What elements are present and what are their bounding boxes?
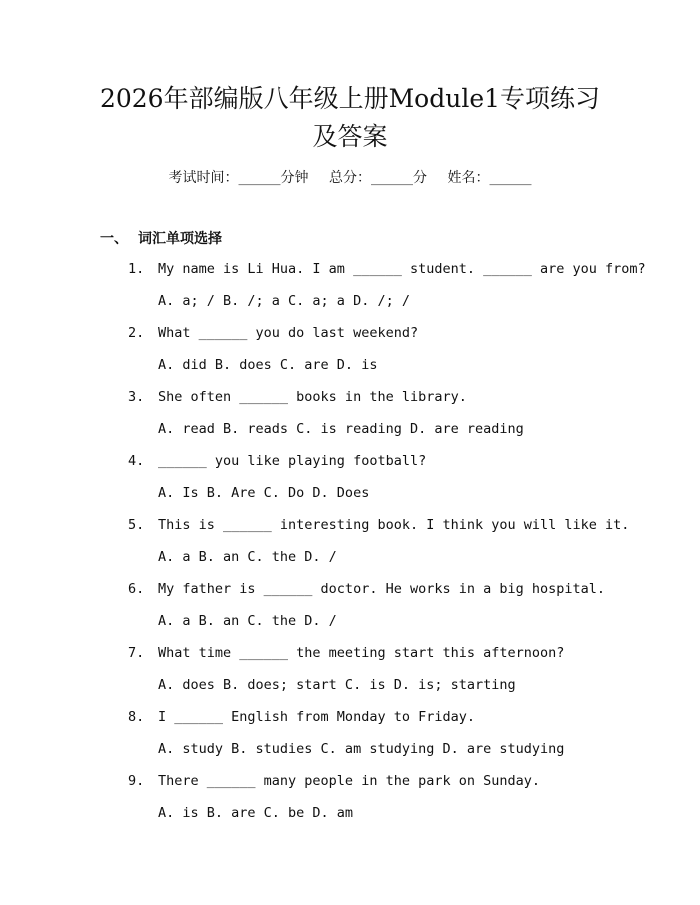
question-options: A. Is B. Are C. Do D. Does bbox=[158, 485, 370, 501]
question-number: 2. bbox=[128, 325, 145, 341]
question-options: A. study B. studies C. am studying D. are studying bbox=[158, 741, 565, 757]
question-options: A. a; / B. /; a C. a; a D. /; / bbox=[158, 293, 410, 309]
question-text: There ______ many people in the park on Sunday. bbox=[158, 773, 541, 789]
question-text: She often ______ books in the library. bbox=[158, 389, 467, 405]
question-text: What ______ you do last weekend? bbox=[158, 325, 419, 341]
question-options: A. a B. an C. the D. / bbox=[158, 613, 337, 629]
question-item bbox=[128, 258, 648, 322]
question-number: 9. bbox=[128, 773, 145, 789]
title-line-2: 及答案 bbox=[312, 122, 388, 151]
question-text: My father is ______ doctor. He works in a big hospital. bbox=[158, 581, 606, 597]
question-item bbox=[128, 322, 648, 386]
question-item bbox=[128, 642, 648, 706]
question-options: A. does B. does; start C. is D. is; starting bbox=[158, 677, 516, 693]
question-number: 4. bbox=[128, 453, 145, 469]
section-number: 一、 bbox=[100, 231, 128, 247]
student-name: 姓名：______ bbox=[447, 170, 532, 186]
question-text: My name is Li Hua. I am ______ student. ______ are you from? bbox=[158, 261, 646, 277]
question-item bbox=[128, 770, 648, 834]
question-number: 6. bbox=[128, 581, 145, 597]
question-options: A. did B. does C. are D. is bbox=[158, 357, 378, 373]
question-number: 5. bbox=[128, 517, 145, 533]
question-list bbox=[128, 258, 648, 834]
section-heading bbox=[100, 229, 222, 249]
question-number: 7. bbox=[128, 645, 145, 661]
question-options: A. a B. an C. the D. / bbox=[158, 549, 337, 565]
question-item bbox=[128, 450, 648, 514]
question-text: What time ______ the meeting start this afternoon? bbox=[158, 645, 565, 661]
exam-total-score: 总分：______分 bbox=[329, 170, 427, 186]
question-item bbox=[128, 706, 648, 770]
question-number: 1. bbox=[128, 261, 145, 277]
exam-time: 考试时间：______分钟 bbox=[168, 170, 309, 186]
document-title bbox=[60, 80, 640, 156]
question-number: 3. bbox=[128, 389, 145, 405]
question-text: This is ______ interesting book. I think you will like it. bbox=[158, 517, 630, 533]
question-text: ______ you like playing football? bbox=[158, 453, 427, 469]
question-item bbox=[128, 514, 648, 578]
question-item bbox=[128, 386, 648, 450]
question-item bbox=[128, 578, 648, 642]
exam-info bbox=[0, 168, 700, 188]
title-line-1: 2026年部编版八年级上册Module1专项练习 bbox=[99, 84, 601, 113]
question-options: A. read B. reads C. is reading D. are reading bbox=[158, 421, 524, 437]
section-title: 词汇单项选择 bbox=[138, 231, 222, 247]
question-number: 8. bbox=[128, 709, 145, 725]
question-options: A. is B. are C. be D. am bbox=[158, 805, 354, 821]
question-text: I ______ English from Monday to Friday. bbox=[158, 709, 475, 725]
